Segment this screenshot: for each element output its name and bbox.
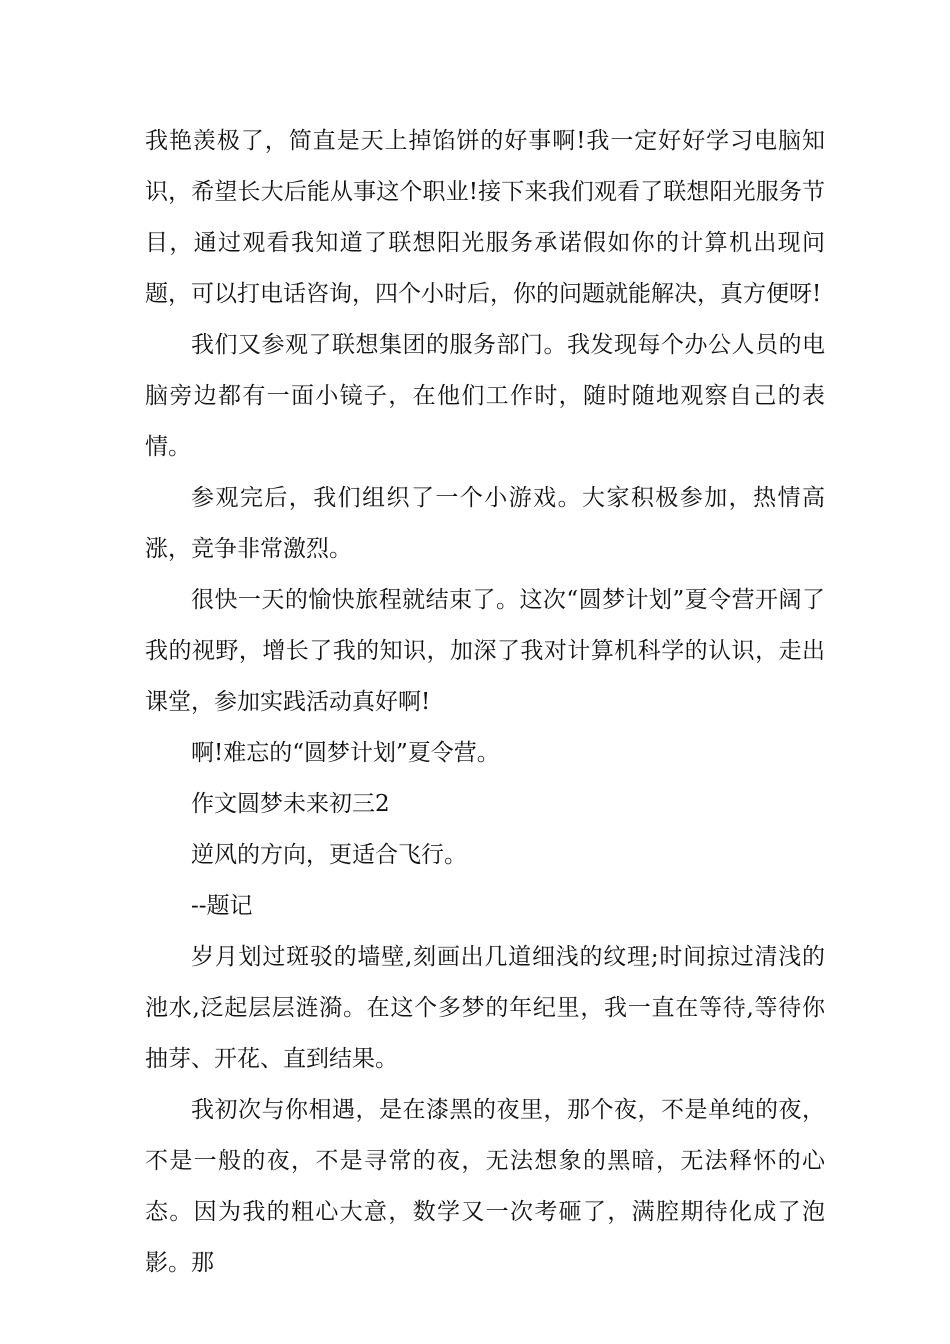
- paragraph-1: 我艳羡极了，简直是天上掉馅饼的好事啊!我一定好好学习电脑知识，希望长大后能从事这个职业!接下来我们观看了联想阳光服务节目，通过观看我知道了联想阳光服务承诺假如你的计算机出现问题，可以打电话咨询，四个小时后，你的问题就能解决，真方便呀!: [145, 128, 825, 307]
- section-title: 作文圆梦未来初三2: [191, 791, 390, 817]
- epigraph: 逆风的方向，更适合飞行。: [191, 842, 467, 868]
- paragraph-2: 我们又参观了联想集团的服务部门。我发现每个办公人员的电脑旁边都有一面小镜子，在他们工作时，随时随地观察自己的表情。: [145, 332, 825, 460]
- document-body: [145, 116, 825, 1289]
- paragraph-6: 岁月划过斑驳的墙壁,刻画出几道细浅的纹理;时间掠过清浅的池水,泛起层层涟漪。在这个多梦的年纪里，我一直在等待,等待你抽芽、开花、直到结果。: [145, 944, 825, 1072]
- paragraph-3: 参观完后，我们组织了一个小游戏。大家积极参加，热情高涨，竞争非常激烈。: [145, 485, 825, 562]
- paragraph-4: 很快一天的愉快旅程就结束了。这次“圆梦计划”夏令营开阔了我的视野，增长了我的知识，加深了我对计算机科学的认识，走出课堂，参加实践活动真好啊!: [145, 587, 825, 715]
- paragraph-7: 我初次与你相遇，是在漆黑的夜里，那个夜，不是单纯的夜，不是一般的夜，不是寻常的夜，无法想象的黑暗，无法释怀的心态。因为我的粗心大意，数学又一次考砸了，满腔期待化成了泡影。那: [145, 1097, 825, 1276]
- paragraph-5: 啊!难忘的“圆梦计划”夏令营。: [191, 740, 500, 766]
- epigraph-attribution: --题记: [191, 893, 253, 919]
